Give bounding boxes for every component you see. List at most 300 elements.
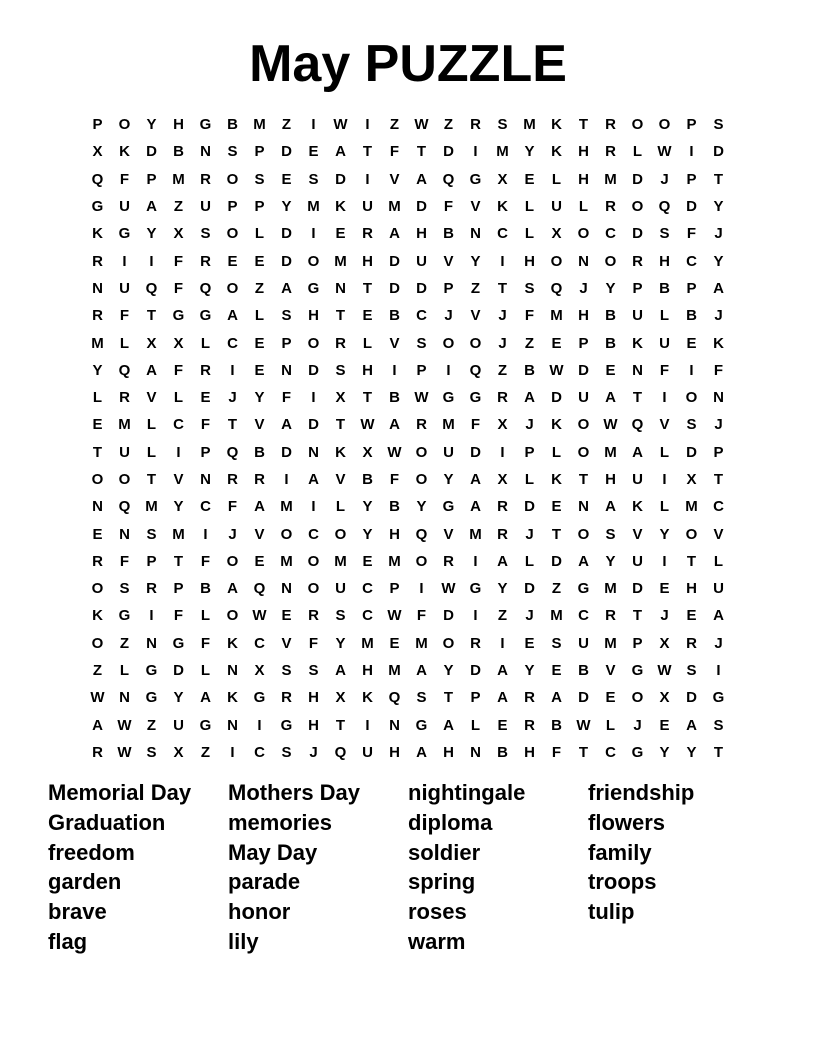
grid-letter[interactable]: G xyxy=(199,116,212,134)
grid-letter[interactable]: R xyxy=(524,689,535,707)
grid-letter[interactable]: D xyxy=(713,143,724,161)
grid-letter[interactable]: I xyxy=(176,443,181,461)
grid-letter[interactable]: F xyxy=(173,361,184,379)
grid-letter[interactable]: D xyxy=(470,443,481,461)
grid-letter[interactable]: Y xyxy=(605,552,616,570)
grid-letter[interactable]: N xyxy=(146,634,157,652)
grid-letter[interactable]: D xyxy=(335,170,346,188)
grid-letter[interactable]: O xyxy=(226,170,239,188)
grid-letter[interactable]: O xyxy=(91,580,104,598)
grid-letter[interactable]: R xyxy=(200,252,211,270)
grid-letter[interactable]: R xyxy=(92,743,103,761)
grid-letter[interactable]: T xyxy=(227,416,238,434)
grid-letter[interactable]: U xyxy=(632,307,643,325)
grid-letter[interactable]: U xyxy=(173,716,184,734)
grid-letter[interactable]: P xyxy=(578,334,589,352)
grid-letter[interactable]: L xyxy=(146,416,157,434)
grid-letter[interactable]: S xyxy=(605,525,616,543)
grid-letter[interactable]: L xyxy=(200,334,211,352)
grid-letter[interactable]: U xyxy=(119,279,130,297)
grid-letter[interactable]: P xyxy=(227,198,238,216)
grid-letter[interactable]: L xyxy=(524,225,535,243)
grid-letter[interactable]: T xyxy=(713,743,724,761)
grid-letter[interactable]: W xyxy=(252,607,267,625)
grid-letter[interactable]: U xyxy=(578,389,589,407)
grid-letter[interactable]: O xyxy=(226,607,239,625)
grid-letter[interactable]: T xyxy=(551,525,562,543)
grid-letter[interactable]: U xyxy=(200,198,211,216)
grid-letter[interactable]: G xyxy=(199,716,212,734)
grid-letter[interactable]: J xyxy=(660,170,669,188)
grid-letter[interactable]: S xyxy=(713,116,724,134)
grid-letter[interactable]: S xyxy=(146,525,157,543)
grid-letter[interactable]: J xyxy=(714,416,723,434)
grid-letter[interactable]: A xyxy=(416,743,427,761)
grid-letter[interactable]: T xyxy=(362,279,373,297)
grid-letter[interactable]: C xyxy=(686,252,697,270)
grid-letter[interactable]: S xyxy=(416,334,427,352)
grid-letter[interactable]: D xyxy=(524,498,535,516)
grid-letter[interactable]: B xyxy=(389,389,400,407)
grid-letter[interactable]: Q xyxy=(334,743,347,761)
grid-letter[interactable]: B xyxy=(254,443,265,461)
grid-letter[interactable]: D xyxy=(281,252,292,270)
grid-letter[interactable]: T xyxy=(686,552,697,570)
grid-letter[interactable]: E xyxy=(335,225,346,243)
grid-letter[interactable]: M xyxy=(415,634,428,652)
grid-letter[interactable]: N xyxy=(308,443,319,461)
grid-letter[interactable]: E xyxy=(551,498,562,516)
grid-letter[interactable]: X xyxy=(686,471,697,488)
grid-letter[interactable]: G xyxy=(253,689,266,707)
grid-letter[interactable]: K xyxy=(335,198,346,216)
grid-letter[interactable]: Y xyxy=(335,634,346,652)
grid-letter[interactable]: D xyxy=(632,580,643,598)
grid-letter[interactable]: I xyxy=(500,252,505,270)
grid-letter[interactable]: U xyxy=(551,198,562,216)
grid-letter[interactable]: T xyxy=(362,143,373,161)
grid-letter[interactable]: E xyxy=(551,662,562,680)
grid-letter[interactable]: U xyxy=(362,198,373,216)
grid-letter[interactable]: M xyxy=(334,252,347,270)
grid-letter[interactable]: O xyxy=(469,334,482,352)
grid-letter[interactable]: W xyxy=(603,416,618,434)
grid-letter[interactable]: U xyxy=(713,580,724,598)
grid-letter[interactable]: X xyxy=(551,225,562,243)
grid-letter[interactable]: D xyxy=(686,689,697,707)
grid-letter[interactable]: Z xyxy=(470,279,481,297)
grid-letter[interactable]: Y xyxy=(443,471,454,488)
grid-letter[interactable]: M xyxy=(496,143,509,161)
grid-letter[interactable]: P xyxy=(686,170,697,188)
grid-letter[interactable]: B xyxy=(443,225,454,243)
grid-letter[interactable]: O xyxy=(631,116,644,134)
grid-letter[interactable]: P xyxy=(173,580,184,598)
grid-letter[interactable]: D xyxy=(416,198,427,216)
grid-letter[interactable]: T xyxy=(497,279,508,297)
grid-letter[interactable]: P xyxy=(389,580,400,598)
grid-letter[interactable]: Z xyxy=(443,116,454,134)
grid-letter[interactable]: I xyxy=(662,471,667,488)
grid-letter[interactable]: C xyxy=(416,307,427,325)
grid-letter[interactable]: F xyxy=(416,607,427,625)
grid-letter[interactable]: K xyxy=(551,143,562,161)
grid-letter[interactable]: H xyxy=(173,116,184,134)
grid-letter[interactable]: L xyxy=(713,552,724,570)
grid-letter[interactable]: A xyxy=(497,689,508,707)
grid-letter[interactable]: I xyxy=(122,252,127,270)
grid-letter[interactable]: J xyxy=(444,307,453,325)
grid-letter[interactable]: Y xyxy=(254,389,265,407)
grid-letter[interactable]: I xyxy=(365,716,370,734)
grid-letter[interactable]: F xyxy=(200,634,211,652)
grid-letter[interactable]: B xyxy=(227,116,238,134)
grid-letter[interactable]: X xyxy=(146,334,157,352)
grid-letter[interactable]: F xyxy=(713,361,724,379)
grid-letter[interactable]: Y xyxy=(659,525,670,543)
grid-letter[interactable]: A xyxy=(416,170,427,188)
grid-letter[interactable]: X xyxy=(335,389,346,407)
grid-letter[interactable]: C xyxy=(254,743,265,761)
grid-letter[interactable]: I xyxy=(311,389,316,407)
grid-letter[interactable]: I xyxy=(311,116,316,134)
grid-letter[interactable]: H xyxy=(362,662,373,680)
grid-letter[interactable]: A xyxy=(389,225,400,243)
grid-letter[interactable]: E xyxy=(686,607,697,625)
grid-letter[interactable]: M xyxy=(442,416,455,434)
grid-letter[interactable]: N xyxy=(470,225,481,243)
grid-letter[interactable]: O xyxy=(307,580,320,598)
grid-letter[interactable]: M xyxy=(91,334,104,352)
grid-letter[interactable]: T xyxy=(362,389,373,407)
grid-letter[interactable]: G xyxy=(631,662,644,680)
grid-letter[interactable]: P xyxy=(632,279,643,297)
grid-letter[interactable]: W xyxy=(576,716,591,734)
grid-letter[interactable]: B xyxy=(497,743,508,761)
grid-letter[interactable]: V xyxy=(632,525,643,543)
grid-letter[interactable]: U xyxy=(335,580,346,598)
grid-letter[interactable]: R xyxy=(605,143,616,161)
grid-letter[interactable]: S xyxy=(416,689,427,707)
grid-letter[interactable]: M xyxy=(334,552,347,570)
grid-letter[interactable]: E xyxy=(362,552,373,570)
grid-letter[interactable]: F xyxy=(659,361,670,379)
grid-letter[interactable]: A xyxy=(605,389,616,407)
grid-letter[interactable]: Q xyxy=(118,498,131,516)
grid-letter[interactable]: O xyxy=(442,634,455,652)
grid-letter[interactable]: Q xyxy=(91,170,104,188)
grid-letter[interactable]: Z xyxy=(254,279,265,297)
grid-letter[interactable]: G xyxy=(631,743,644,761)
grid-letter[interactable]: J xyxy=(228,389,237,407)
grid-letter[interactable]: X xyxy=(335,689,346,707)
grid-letter[interactable]: T xyxy=(173,552,184,570)
grid-letter[interactable]: F xyxy=(119,552,130,570)
grid-letter[interactable]: I xyxy=(662,552,667,570)
grid-letter[interactable]: V xyxy=(713,525,724,543)
grid-letter[interactable]: S xyxy=(497,116,508,134)
grid-letter[interactable]: V xyxy=(281,634,292,652)
grid-letter[interactable]: U xyxy=(659,334,670,352)
grid-letter[interactable]: R xyxy=(308,607,319,625)
grid-letter[interactable]: N xyxy=(227,662,238,680)
grid-letter[interactable]: L xyxy=(119,334,130,352)
grid-letter[interactable]: Q xyxy=(415,525,428,543)
grid-letter[interactable]: A xyxy=(524,389,535,407)
grid-letter[interactable]: Q xyxy=(226,443,239,461)
grid-letter[interactable]: E xyxy=(254,361,265,379)
grid-letter[interactable]: M xyxy=(550,607,563,625)
grid-letter[interactable]: L xyxy=(200,662,211,680)
grid-letter[interactable]: E xyxy=(659,716,670,734)
grid-letter[interactable]: Z xyxy=(119,634,130,652)
grid-letter[interactable]: A xyxy=(308,471,319,488)
grid-letter[interactable]: O xyxy=(631,198,644,216)
grid-letter[interactable]: X xyxy=(497,170,508,188)
grid-letter[interactable]: Y xyxy=(362,525,373,543)
grid-letter[interactable]: A xyxy=(146,361,157,379)
grid-letter[interactable]: V xyxy=(146,389,157,407)
grid-letter[interactable]: F xyxy=(308,634,319,652)
grid-letter[interactable]: F xyxy=(119,307,130,325)
grid-letter[interactable]: H xyxy=(524,743,535,761)
grid-letter[interactable]: W xyxy=(387,443,402,461)
grid-letter[interactable]: H xyxy=(443,743,454,761)
grid-letter[interactable]: O xyxy=(226,552,239,570)
grid-letter[interactable]: M xyxy=(388,198,401,216)
grid-letter[interactable]: P xyxy=(254,143,265,161)
grid-letter[interactable]: O xyxy=(631,689,644,707)
grid-letter[interactable]: K xyxy=(497,198,508,216)
grid-letter[interactable]: Y xyxy=(443,662,454,680)
grid-letter[interactable]: G xyxy=(712,689,725,707)
grid-letter[interactable]: D xyxy=(686,443,697,461)
grid-letter[interactable]: N xyxy=(578,252,589,270)
grid-letter[interactable]: U xyxy=(632,471,643,488)
grid-letter[interactable]: O xyxy=(577,525,590,543)
grid-letter[interactable]: D xyxy=(632,170,643,188)
grid-letter[interactable]: Y xyxy=(524,143,535,161)
grid-letter[interactable]: A xyxy=(281,279,292,297)
grid-letter[interactable]: Q xyxy=(442,170,455,188)
grid-letter[interactable]: E xyxy=(254,252,265,270)
grid-letter[interactable]: I xyxy=(311,225,316,243)
grid-letter[interactable]: S xyxy=(227,143,238,161)
grid-letter[interactable]: M xyxy=(361,634,374,652)
grid-letter[interactable]: N xyxy=(227,716,238,734)
grid-letter[interactable]: T xyxy=(146,471,157,488)
grid-letter[interactable]: E xyxy=(551,334,562,352)
grid-letter[interactable]: V xyxy=(659,416,670,434)
grid-letter[interactable]: K xyxy=(92,607,103,625)
grid-letter[interactable]: E xyxy=(524,634,535,652)
grid-letter[interactable]: Y xyxy=(92,361,103,379)
grid-letter[interactable]: D xyxy=(578,361,589,379)
grid-letter[interactable]: E xyxy=(308,143,319,161)
grid-letter[interactable]: W xyxy=(90,689,105,707)
grid-letter[interactable]: V xyxy=(443,525,454,543)
grid-letter[interactable]: B xyxy=(362,471,373,488)
grid-letter[interactable]: Y xyxy=(362,498,373,516)
grid-letter[interactable]: P xyxy=(92,116,103,134)
grid-letter[interactable]: Z xyxy=(281,116,292,134)
grid-letter[interactable]: B xyxy=(686,307,697,325)
grid-letter[interactable]: O xyxy=(604,252,617,270)
grid-letter[interactable]: A xyxy=(281,416,292,434)
grid-letter[interactable]: I xyxy=(689,143,694,161)
grid-letter[interactable]: F xyxy=(470,416,481,434)
grid-letter[interactable]: K xyxy=(119,143,130,161)
grid-letter[interactable]: N xyxy=(470,743,481,761)
grid-letter[interactable]: Y xyxy=(713,252,724,270)
grid-letter[interactable]: X xyxy=(254,662,265,680)
grid-letter[interactable]: E xyxy=(281,170,292,188)
grid-letter[interactable]: X xyxy=(497,416,508,434)
grid-letter[interactable]: D xyxy=(524,580,535,598)
grid-letter[interactable]: I xyxy=(311,498,316,516)
grid-letter[interactable]: F xyxy=(389,143,400,161)
grid-letter[interactable]: M xyxy=(118,416,131,434)
grid-letter[interactable]: I xyxy=(446,361,451,379)
grid-letter[interactable]: T xyxy=(578,471,589,488)
grid-letter[interactable]: N xyxy=(92,498,103,516)
grid-letter[interactable]: L xyxy=(200,607,211,625)
grid-letter[interactable]: S xyxy=(659,225,670,243)
grid-letter[interactable]: T xyxy=(713,170,724,188)
grid-letter[interactable]: U xyxy=(578,634,589,652)
grid-letter[interactable]: L xyxy=(254,225,265,243)
grid-letter[interactable]: W xyxy=(333,116,348,134)
grid-letter[interactable]: U xyxy=(362,743,373,761)
grid-letter[interactable]: O xyxy=(226,225,239,243)
grid-letter[interactable]: Y xyxy=(173,498,184,516)
grid-letter[interactable]: D xyxy=(146,143,157,161)
grid-letter[interactable]: S xyxy=(308,170,319,188)
grid-letter[interactable]: A xyxy=(200,689,211,707)
grid-letter[interactable]: F xyxy=(173,279,184,297)
grid-letter[interactable]: L xyxy=(578,198,589,216)
grid-letter[interactable]: R xyxy=(281,689,292,707)
grid-letter[interactable]: G xyxy=(307,279,320,297)
grid-letter[interactable]: E xyxy=(227,252,238,270)
grid-letter[interactable]: L xyxy=(335,498,346,516)
grid-letter[interactable]: S xyxy=(686,416,697,434)
grid-letter[interactable]: W xyxy=(117,716,132,734)
grid-letter[interactable]: G xyxy=(91,198,104,216)
grid-letter[interactable]: P xyxy=(524,443,535,461)
grid-letter[interactable]: B xyxy=(605,307,616,325)
grid-letter[interactable]: K xyxy=(713,334,724,352)
grid-letter[interactable]: H xyxy=(686,580,697,598)
grid-letter[interactable]: R xyxy=(605,116,616,134)
grid-letter[interactable]: D xyxy=(578,689,589,707)
grid-letter[interactable]: E xyxy=(605,361,616,379)
grid-letter[interactable]: J xyxy=(309,743,318,761)
grid-letter[interactable]: M xyxy=(145,498,158,516)
grid-letter[interactable]: S xyxy=(119,580,130,598)
grid-letter[interactable]: D xyxy=(416,279,427,297)
grid-letter[interactable]: R xyxy=(524,716,535,734)
grid-letter[interactable]: I xyxy=(284,471,289,488)
grid-letter[interactable]: B xyxy=(389,498,400,516)
grid-letter[interactable]: C xyxy=(605,225,616,243)
grid-letter[interactable]: O xyxy=(577,225,590,243)
grid-letter[interactable]: C xyxy=(308,525,319,543)
grid-letter[interactable]: V xyxy=(254,525,265,543)
grid-letter[interactable]: M xyxy=(172,170,185,188)
grid-letter[interactable]: Y xyxy=(524,662,535,680)
grid-letter[interactable]: G xyxy=(118,225,131,243)
grid-letter[interactable]: V xyxy=(470,307,481,325)
grid-letter[interactable]: X xyxy=(173,743,184,761)
grid-letter[interactable]: C xyxy=(227,334,238,352)
grid-letter[interactable]: L xyxy=(632,143,643,161)
grid-letter[interactable]: L xyxy=(362,334,373,352)
grid-letter[interactable]: C xyxy=(254,634,265,652)
grid-letter[interactable]: I xyxy=(392,361,397,379)
grid-letter[interactable]: Z xyxy=(200,743,211,761)
grid-letter[interactable]: G xyxy=(145,662,158,680)
grid-letter[interactable]: N xyxy=(281,580,292,598)
grid-letter[interactable]: H xyxy=(308,716,319,734)
grid-letter[interactable]: L xyxy=(524,552,535,570)
grid-letter[interactable]: F xyxy=(524,307,535,325)
grid-letter[interactable]: Y xyxy=(605,279,616,297)
grid-letter[interactable]: V xyxy=(389,170,400,188)
grid-letter[interactable]: O xyxy=(415,552,428,570)
grid-letter[interactable]: A xyxy=(713,279,724,297)
grid-letter[interactable]: F xyxy=(389,471,400,488)
grid-letter[interactable]: N xyxy=(578,498,589,516)
grid-letter[interactable]: G xyxy=(145,689,158,707)
grid-letter[interactable]: N xyxy=(119,525,130,543)
grid-letter[interactable]: K xyxy=(551,116,562,134)
grid-letter[interactable]: P xyxy=(146,170,157,188)
grid-letter[interactable]: Q xyxy=(631,416,644,434)
grid-letter[interactable]: H xyxy=(659,252,670,270)
grid-letter[interactable]: K xyxy=(362,689,373,707)
grid-letter[interactable]: O xyxy=(118,116,131,134)
grid-letter[interactable]: S xyxy=(146,743,157,761)
grid-letter[interactable]: Z xyxy=(551,580,562,598)
grid-letter[interactable]: J xyxy=(714,307,723,325)
grid-letter[interactable]: F xyxy=(227,498,238,516)
grid-letter[interactable]: U xyxy=(416,252,427,270)
grid-letter[interactable]: I xyxy=(149,607,154,625)
grid-letter[interactable]: R xyxy=(470,116,481,134)
grid-letter[interactable]: Z xyxy=(173,198,184,216)
grid-letter[interactable]: P xyxy=(254,198,265,216)
grid-letter[interactable]: L xyxy=(551,443,562,461)
grid-letter[interactable]: Q xyxy=(658,198,671,216)
grid-letter[interactable]: M xyxy=(280,552,293,570)
grid-letter[interactable]: A xyxy=(551,689,562,707)
grid-letter[interactable]: A xyxy=(335,143,346,161)
grid-letter[interactable]: N xyxy=(92,279,103,297)
grid-letter[interactable]: G xyxy=(199,307,212,325)
grid-letter[interactable]: E xyxy=(281,607,292,625)
grid-letter[interactable]: X xyxy=(659,689,670,707)
grid-letter[interactable]: R xyxy=(200,361,211,379)
grid-letter[interactable]: F xyxy=(200,416,211,434)
grid-letter[interactable]: A xyxy=(227,307,238,325)
grid-letter[interactable]: L xyxy=(659,307,670,325)
grid-letter[interactable]: S xyxy=(686,662,697,680)
grid-letter[interactable]: O xyxy=(118,471,131,488)
grid-letter[interactable]: K xyxy=(227,634,238,652)
grid-letter[interactable]: O xyxy=(577,416,590,434)
grid-letter[interactable]: P xyxy=(200,443,211,461)
